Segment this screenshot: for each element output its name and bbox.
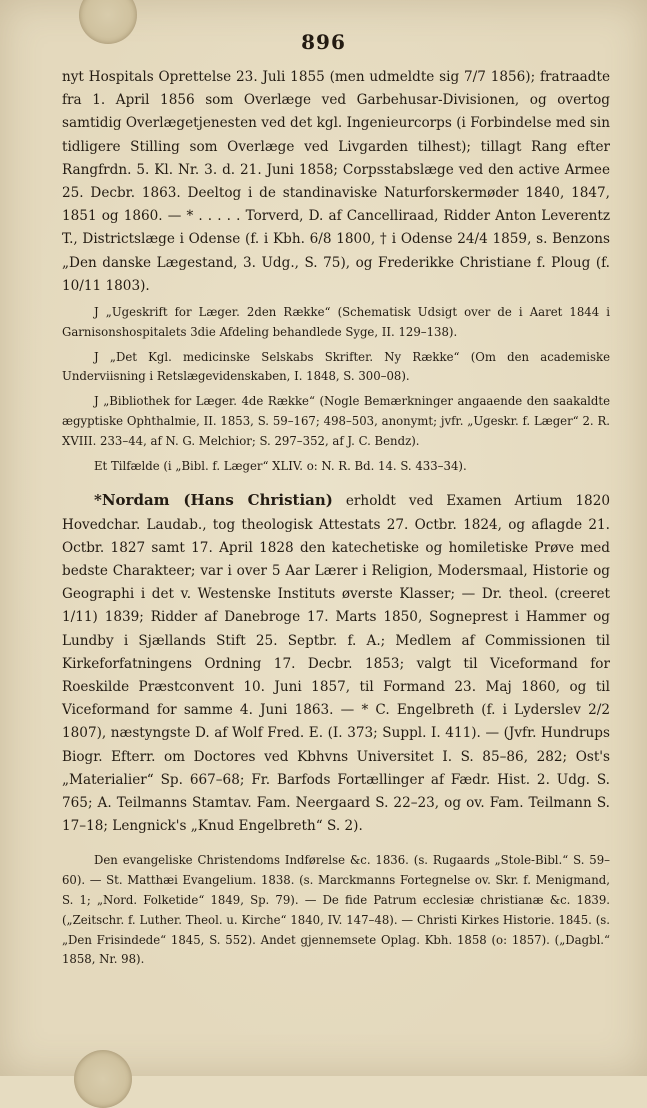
page-number: 896 — [301, 30, 346, 54]
reference-ugeskrift: J „Ugeskrift for Læger. 2den Række“ (Schematisk Udsigt over de i Aaret 1844 i Garnisonshospitalets 3die Afdeling behandlede Syge, II. 129–138). — [62, 305, 610, 339]
reference-tilfaelde: Et Tilfælde (i „Bibl. f. Læger“ XLIV. o: N. R. Bd. 14. S. 433–34). — [94, 458, 467, 473]
entry-body: erholdt ved Examen Artium 1820 Hovedchar. Laudab., tog theologisk Attestats 27. Octbr. 1824, og aflagde 21. Octbr. 1827 samt 17. April 1828 den katechetiske og homiletiske Prøve med bedste Charakteer; var i over 5 Aar Lærer i Religion, Modersmaal, Historie og Geographi i det v. Westenske Instituts øverste Klasser; — Dr. theol. (creeret 1/11) 1839; Ridder af Danebroge 17. Marts 1850, Sogneprest i Hammer og Lundby i Sjællands Stift 25. Septbr. f. A.; Medlem af Commissionen til Kirkeforfatningens Ordning 17. Decbr. 1853; valgt til Viceformand for Roeskilde Præstconvent 10. Juni 1857, til Formand 23. Maj 1860, og til Viceformand for samme 4. Juni 1863. — * C. Engelbreth (f. i Lyderslev 2/2 1807), næstyngste D. af Wolf Fred. E. (I. 373; Suppl. I. 411). — (Jvfr. Hundrups Biogr. Efterr. om Doctores ved Kbhvns Universitet I. S. 85–86, 282; Ost's „Materialier“ Sp. 667–68; Fr. Barfods Fortællinger af Fædr. Hist. 2. Udg. S. 765; A. Teilmanns Stamtav. Fam. Neergaard S. 22–23, og ov. Fam. Teilmann S. 17–18; Lengnick's „Knud Engelbreth“ S. 2). — [62, 493, 610, 835]
entry-headword: *Nordam (Hans Christian) — [94, 491, 333, 510]
works-list: Den evangeliske Christendoms Indførelse &c. 1836. (s. Rugaards „Stole-Bibl.“ S. 59–60). — St. Matthæi Evangelium. 1838. (s. Marckmanns Fortegnelse ov. Skr. f. Menigmand, S. 1; „Nord. Folketide“ 1849, Sp. 79). — De fide Patrum ecclesiæ christianæ &c. 1839. („Zeitschr. f. Luther. Theol. u. Kirche“ 1840, IV. 147–48). — Christi Kirkes Historie. 1845. (s. „Den Frisindede“ 1845, S. 552). Andet gjennemsete Oplag. Kbh. 1858 (o: 1857). („Dagbl.“ 1858, Nr. 98). — [62, 853, 610, 967]
text-column — [62, 66, 610, 970]
entry-continuation: nyt Hospitals Oprettelse 23. Juli 1855 (men udmeldte sig 7/7 1856); fratraadte fra 1. April 1856 som Overlæge ved Garbehusar-Divisionen, og overtog samtidig Overlægetjenesten ved det kgl. Ingenieurcorps (i Forbindelse med sin tidligere Stilling som Overlæge ved Livgarden tilhest); tillagt Rang efter Rangfrdn. 5. Kl. Nr. 3. d. 21. Juni 1858; Corpsstabslæge ved den active Armee 25. Decbr. 1863. Deeltog i de standinaviske Naturforskermøder 1840, 1847, 1851 og 1860. — * . . . . . Torverd, D. af Cancelliraad, Ridder Anton Leverentz T., Districtslæge i Odense (f. i Kbh. 6/8 1800, † i Odense 24/4 1859, s. Benzons „Den danske Lægestand, 3. Udg., S. 75), og Frederikke Christiane f. Ploug (f. 10/11 1803). — [62, 69, 610, 294]
binding-hole-bottom — [74, 1050, 132, 1108]
reference-selskab: J „Det Kgl. medicinske Selskabs Skrifter. Ny Række“ (Om den academiske Underviisning i Retslægevidenskaben, I. 1848, S. 300–08). — [62, 349, 610, 384]
entry-nordam — [62, 489, 610, 838]
reference-bibliothek: J „Bibliothek for Læger. 4de Række“ (Nogle Bemærkninger angaaende den saakaldte ægyptiske Ophthalmie, II. 1853, S. 59–167; 498–503, anonymt; jvfr. „Ugeskr. f. Læger“ 2. R. XVIII. 233–44, af N. G. Melchior; S. 297–352, af J. C. Bendz). — [62, 394, 610, 448]
